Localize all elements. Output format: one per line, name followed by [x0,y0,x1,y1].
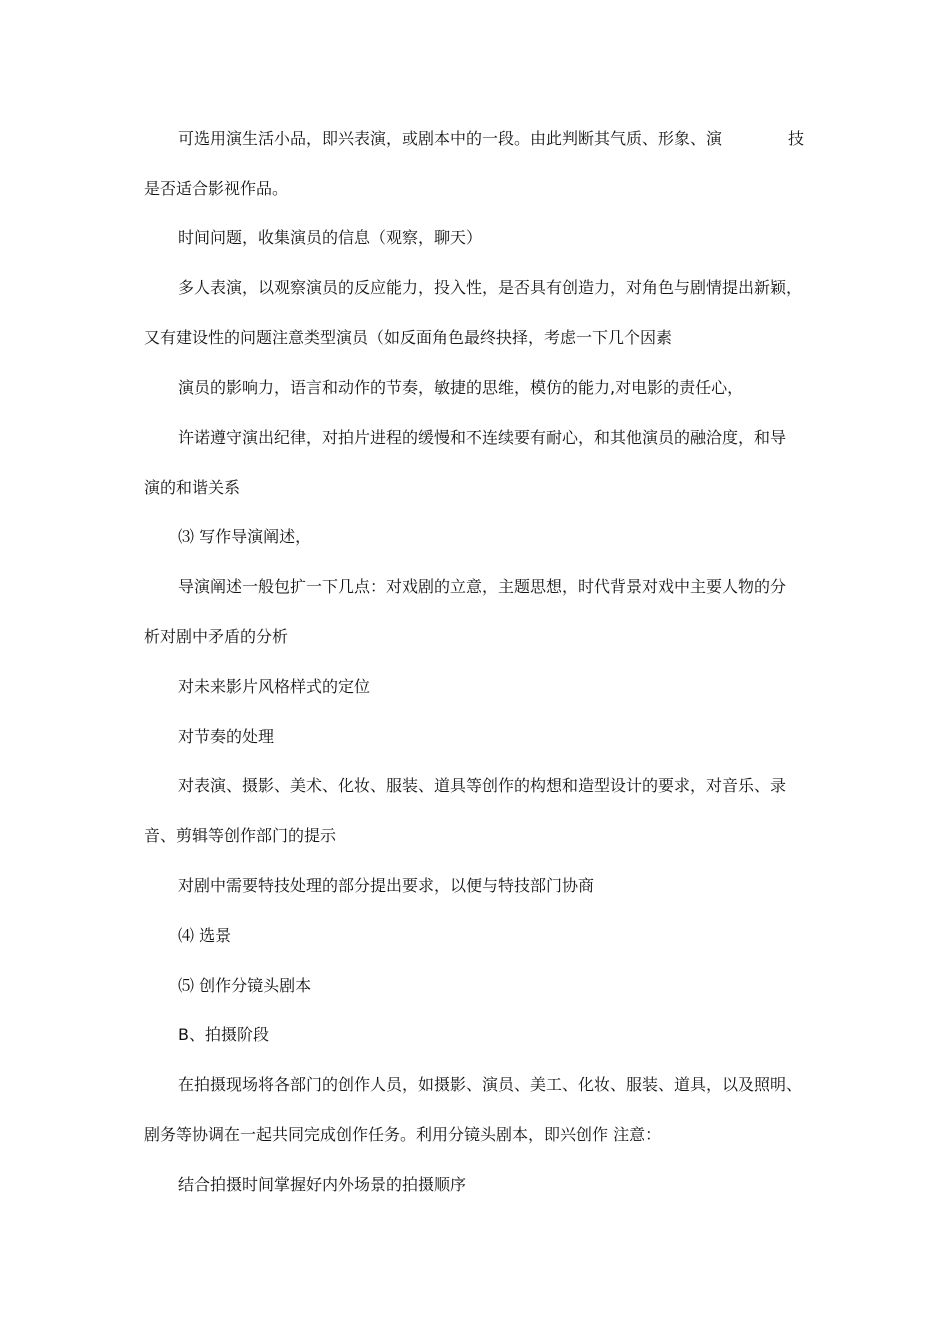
para-1-tail-char: 技 [788,129,805,148]
para-9-line-1: 对节奏的处理 [178,727,275,746]
para-2-line-1: 时间问题，收集演员的信息（观察，聊天） [178,228,483,247]
para-4-line-1: 演员的影响力，语言和动作的节奏，敏捷的思维，模仿的能力,对电影的责任心， [178,378,744,397]
para-7-line-1: 导演阐述一般包扩一下几点：对戏剧的立意，主题思想，时代背景对戏中主要人物的分 [178,577,787,596]
para-15-line-1: 在拍摄现场将各部门的创作人员，如摄影、演员、美工、化妆、服装、道具，以及照明、 [178,1075,803,1094]
para-16-line-1: 结合拍摄时间掌握好内外场景的拍摄顺序 [178,1175,467,1194]
para-14-line-1: B、拍摄阶段 [178,1025,269,1044]
para-5-line-1: 许诺遵守演出纪律，对拍片进程的缓慢和不连续要有耐心，和其他演员的融洽度，和导 [178,428,787,447]
para-15-line-2: 剧务等协调在一起共同完成创作任务。利用分镜头剧本，即兴创作 注意： [144,1125,662,1144]
para-1-line-1: 可选用演生活小品，即兴表演，或剧本中的一段。由此判断其气质、形象、演 [178,129,723,148]
para-11-line-1: 对剧中需要特技处理的部分提出要求，以便与特技部门协商 [178,876,595,895]
para-7-line-2: 析对剧中矛盾的分析 [144,627,289,646]
para-8-line-1: 对未来影片风格样式的定位 [178,677,371,696]
para-1-line-2: 是否适合影视作品。 [144,179,289,198]
para-12-line-1: ⑷ 选景 [178,926,232,945]
para-3-line-1: 多人表演，以观察演员的反应能力，投入性，是否具有创造力，对角色与剧情提出新颖， [178,278,803,297]
para-10-line-1: 对表演、摄影、美术、化妆、服装、道具等创作的构想和造型设计的要求，对音乐、录 [178,776,787,795]
para-13-line-1: ⑸ 创作分镜头剧本 [178,976,312,995]
para-5-line-2: 演的和谐关系 [144,478,241,497]
para-3-line-2: 又有建设性的问题注意类型演员（如反面角色最终抉择，考虑一下几个因素 [144,328,673,347]
para-10-line-2: 音、剪辑等创作部门的提示 [144,826,337,845]
para-6-line-1: ⑶ 写作导演阐述， [178,527,312,546]
